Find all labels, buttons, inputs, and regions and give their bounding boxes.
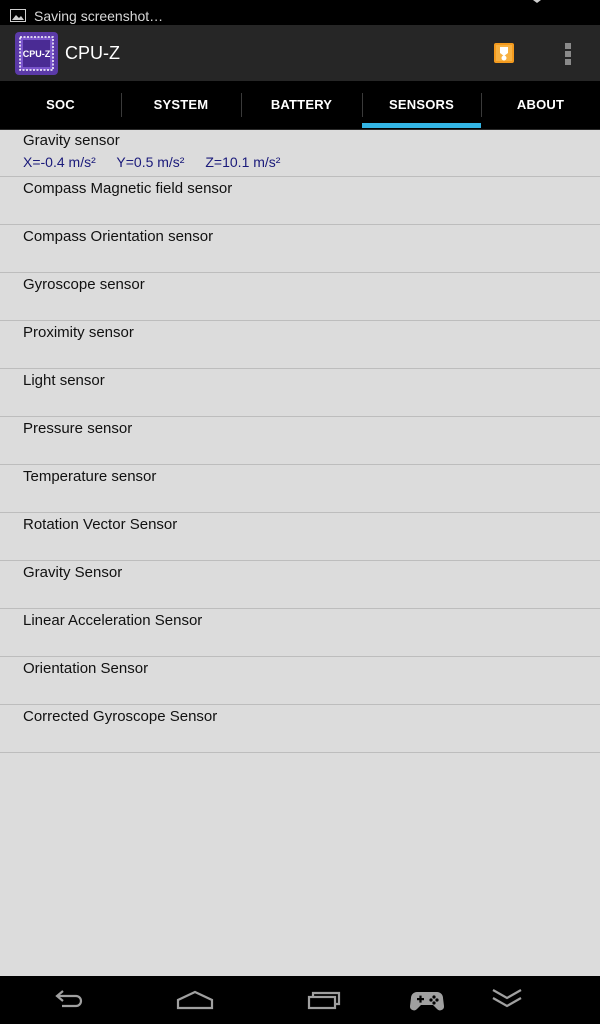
sensor-name: Temperature sensor bbox=[23, 468, 157, 485]
list-item[interactable] bbox=[0, 417, 600, 465]
list-item[interactable] bbox=[0, 561, 600, 609]
sensor-name: Gravity sensor bbox=[23, 132, 120, 149]
list-item[interactable] bbox=[0, 225, 600, 273]
recent-apps-icon[interactable] bbox=[305, 984, 343, 1016]
sensor-name: Compass Magnetic field sensor bbox=[23, 180, 233, 197]
collapse-icon[interactable] bbox=[490, 984, 524, 1016]
sensor-name: Light sensor bbox=[23, 372, 105, 389]
sensor-name: Proximity sensor bbox=[23, 324, 134, 341]
list-item[interactable] bbox=[0, 177, 600, 225]
sensor-values bbox=[23, 154, 297, 170]
action-bar bbox=[0, 25, 600, 81]
sensor-value-y: Y=0.5 m/s² bbox=[116, 154, 185, 170]
list-item[interactable] bbox=[0, 369, 600, 417]
list-item[interactable] bbox=[0, 273, 600, 321]
list-item[interactable] bbox=[0, 609, 600, 657]
status-bar bbox=[0, 0, 600, 25]
sensor-name: Gravity Sensor bbox=[23, 564, 123, 581]
tab-system[interactable]: SYSTEM bbox=[153, 97, 209, 112]
tab-about[interactable]: ABOUT bbox=[516, 97, 565, 112]
sensor-value-z: Z=10.1 m/s² bbox=[205, 154, 281, 170]
image-notification-icon bbox=[10, 9, 26, 22]
selected-tab-indicator bbox=[362, 123, 481, 128]
app-icon-label: CPU-Z bbox=[22, 49, 51, 59]
system-nav-bar bbox=[0, 976, 600, 1024]
list-item[interactable] bbox=[0, 705, 600, 753]
tab-soc[interactable]: SOC bbox=[46, 97, 75, 112]
tab-bar bbox=[0, 81, 600, 130]
tab-battery[interactable]: BATTERY bbox=[270, 97, 333, 112]
tab-sensors[interactable]: SENSORS bbox=[389, 97, 454, 112]
sensor-name: Linear Acceleration Sensor bbox=[23, 612, 203, 629]
shop-icon[interactable] bbox=[488, 37, 520, 69]
home-icon[interactable] bbox=[174, 984, 216, 1016]
sensor-name: Rotation Vector Sensor bbox=[23, 516, 178, 533]
overflow-dot bbox=[565, 59, 571, 65]
sensor-name: Gyroscope sensor bbox=[23, 276, 145, 293]
sensor-value-x: X=-0.4 m/s² bbox=[23, 154, 96, 170]
list-item[interactable] bbox=[0, 465, 600, 513]
list-item[interactable] bbox=[0, 657, 600, 705]
game-controller-icon[interactable] bbox=[409, 984, 445, 1016]
back-icon[interactable] bbox=[48, 984, 86, 1016]
overflow-dot bbox=[565, 51, 571, 57]
sensor-name: Orientation Sensor bbox=[23, 660, 149, 677]
list-item[interactable] bbox=[0, 513, 600, 561]
list-item[interactable] bbox=[0, 321, 600, 369]
sensor-list bbox=[0, 129, 600, 753]
cpu-z-app-icon[interactable] bbox=[15, 32, 58, 75]
overflow-dot bbox=[565, 43, 571, 49]
sensor-name: Compass Orientation sensor bbox=[23, 228, 214, 245]
sensor-name: Pressure sensor bbox=[23, 420, 133, 437]
signal-icon bbox=[533, 0, 541, 3]
sensor-name: Corrected Gyroscope Sensor bbox=[23, 708, 218, 725]
overflow-menu-icon[interactable] bbox=[554, 39, 582, 67]
list-item[interactable] bbox=[0, 129, 600, 177]
app-title: CPU-Z bbox=[65, 43, 120, 63]
notification-text: Saving screenshot… bbox=[34, 8, 164, 24]
